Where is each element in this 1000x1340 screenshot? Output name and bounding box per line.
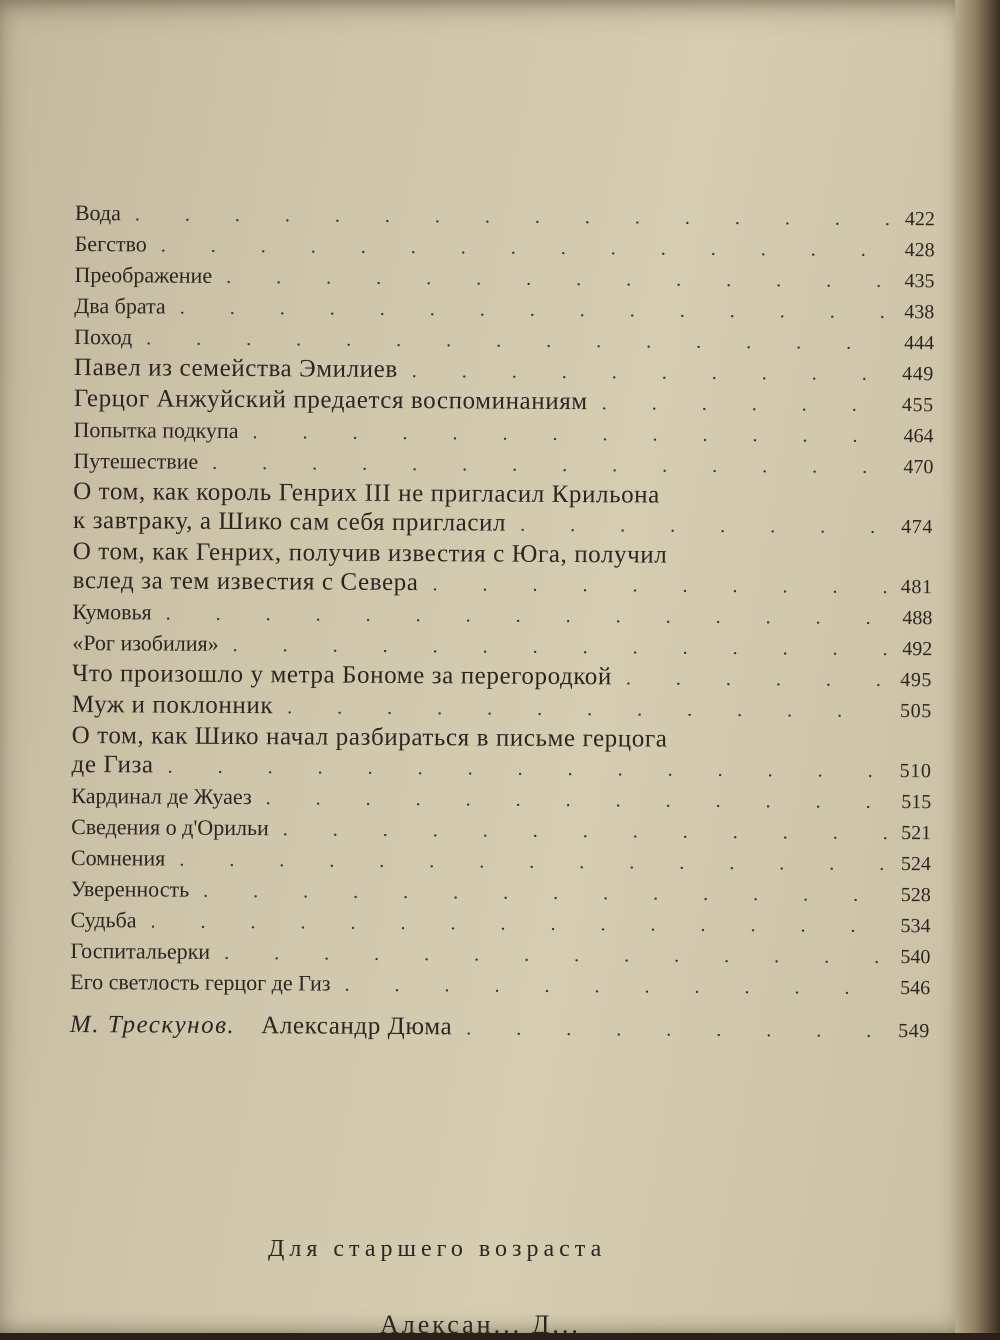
toc-entry-page: 510 <box>899 760 932 783</box>
toc-entry-title: Сомнения <box>70 844 166 871</box>
toc-entry-page: 534 <box>900 915 931 938</box>
toc-entry-title: Сведения о д'Орильи <box>71 813 269 841</box>
afterword-title: Александр Дюма <box>261 1012 453 1041</box>
toc-entry-title: Попытка подкупа <box>73 416 239 444</box>
toc-entry-title: Госпитальерки <box>70 937 211 964</box>
leader-dots <box>165 846 887 879</box>
toc-entry-page: 449 <box>902 363 935 386</box>
toc-entry-title: Кумовья <box>72 598 152 625</box>
toc-entry-title: Вода <box>74 199 121 226</box>
leader-dots <box>121 200 891 234</box>
toc-entry-page: 422 <box>904 208 935 231</box>
afterword-page: 549 <box>898 1020 930 1043</box>
leader-dots <box>210 939 886 972</box>
toc-entry-title: Путешествие <box>73 447 199 474</box>
toc-entry-title: Два брата <box>74 292 166 319</box>
toc-entry-title: Бегство <box>74 230 147 257</box>
toc-entry-page: 428 <box>904 239 935 262</box>
toc-entry-page: 481 <box>900 576 933 599</box>
leader-dots <box>212 263 891 296</box>
toc-entry-page: 464 <box>903 425 934 448</box>
toc-entry <box>74 291 934 327</box>
toc-entry-page: 521 <box>901 822 932 845</box>
leader-dots <box>269 815 888 848</box>
table-of-contents <box>70 198 935 1046</box>
leader-dots <box>330 971 886 1003</box>
toc-entry-line1 <box>72 721 932 755</box>
leader-dots <box>136 907 886 941</box>
toc-afterword <box>70 1010 930 1046</box>
toc-entry-page: 546 <box>900 977 931 1000</box>
toc-entry-page: 470 <box>903 456 934 479</box>
toc-entry-page: 455 <box>901 394 934 417</box>
leader-dots <box>198 449 889 482</box>
leader-dots <box>418 570 888 602</box>
age-rating-note: Для старшего возраста <box>268 1236 607 1262</box>
toc-entry-title: Муж и поклонник <box>71 690 274 720</box>
toc-entry-page: 488 <box>902 607 933 630</box>
toc-entry-title: вслед за тем известия с Севера <box>72 566 419 597</box>
page-edge <box>955 0 1000 1333</box>
toc-entry-page: 515 <box>901 791 932 814</box>
toc-entry-title: Кардинал де Жуаез <box>71 782 252 810</box>
leader-dots <box>154 752 888 785</box>
toc-entry-page: 438 <box>904 301 935 324</box>
leader-dots <box>147 231 891 265</box>
toc-entry-page: 528 <box>900 884 931 907</box>
leader-dots <box>132 324 890 358</box>
toc-entry-page: 435 <box>904 270 935 293</box>
toc-entry <box>75 198 935 234</box>
leader-dots <box>273 693 888 726</box>
leader-dots <box>219 631 889 664</box>
leader-dots <box>452 1014 886 1046</box>
toc-entry-title: Судьба <box>70 906 137 933</box>
leader-dots <box>252 784 888 817</box>
toc-entry <box>70 967 930 1003</box>
toc-entry-page: 474 <box>901 516 934 539</box>
toc-entry-page: 540 <box>900 946 931 969</box>
toc-entry-title: Что произошло у метра Бономе за перегородкой <box>72 659 612 691</box>
toc-entry-title: О том, как король Генрих III не пригласил Крильона <box>73 477 660 509</box>
leader-dots <box>588 389 890 420</box>
toc-entry-title: О том, как Шико начал разбираться в письме герцога <box>71 721 668 753</box>
toc-entry-title: Герцог Анжуйский предается воспоминаниям <box>73 384 588 416</box>
toc-entry-page: 524 <box>900 853 932 876</box>
toc-entry-title: Павел из семейства Эмилиев <box>73 353 398 383</box>
leader-dots <box>166 294 891 327</box>
toc-entry-page: 444 <box>904 332 935 355</box>
leader-dots <box>398 357 890 389</box>
toc-entry-page: 495 <box>900 669 933 692</box>
toc-entry-page: 505 <box>900 700 932 723</box>
toc-entry-title: Поход <box>74 323 133 350</box>
cut-off-text: Алексан... Д... <box>380 1310 581 1339</box>
toc-entry-title: Уверенность <box>70 875 190 902</box>
toc-entry-title: О том, как Генрих, получив известия с Юга, получил <box>72 537 668 569</box>
leader-dots <box>152 599 889 633</box>
afterword-author: М. Трескунов. <box>69 1010 236 1039</box>
leader-dots <box>189 877 887 910</box>
toc-entry-title: к завтраку, а Шико сам себя пригласил <box>72 506 507 537</box>
leader-dots <box>612 664 888 695</box>
toc-entry <box>71 843 931 879</box>
toc-entry-title: «Рог изобилия» <box>72 629 219 656</box>
toc-entry-title: Преображение <box>74 261 213 288</box>
toc-entry <box>71 874 931 910</box>
toc-entry-page: 492 <box>902 638 933 661</box>
toc-entry-title: де Гиза <box>71 750 154 779</box>
toc-entry-title: Его светлость герцог де Гиз <box>70 968 331 996</box>
leader-dots <box>238 418 889 451</box>
leader-dots <box>506 511 889 542</box>
